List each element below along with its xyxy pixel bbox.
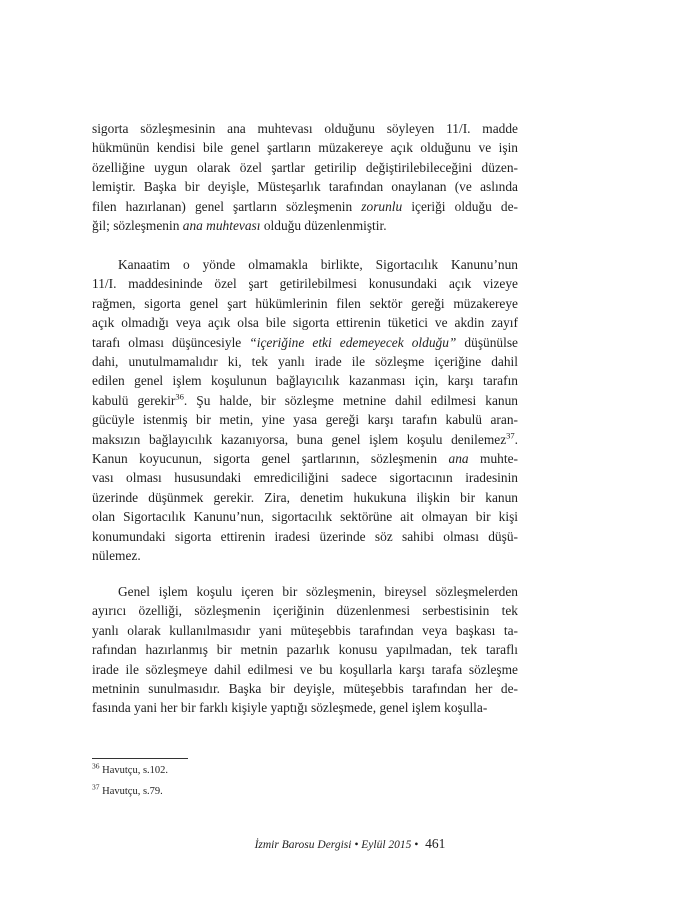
text-line: [92, 621, 518, 640]
line-text: özelliğine uygun olarak özel şartlar getirilip değiştirilebileceğini düzen-: [92, 159, 518, 175]
paragraph-3: [92, 582, 518, 718]
line-text: .: [514, 431, 518, 447]
line-text: . Şu halde, bir sözleşme metnine dahil edilmesi kanun: [183, 392, 518, 408]
line-text: rağmen, sigorta genel şart hükümlerinin filen sektör gereği müzakereye: [92, 295, 518, 311]
line-text: hükmünün kendisi bile genel şartların müzakereye açık olduğunu ve işin: [92, 140, 518, 156]
text-line: [92, 679, 518, 698]
journal-name: İzmir Barosu Dergisi • Eylül 2015 •: [254, 839, 419, 851]
line-text: rafından hazırlanmış bir metnin pazarlık konusu yapılmadan, tek taraflı: [92, 642, 518, 658]
line-text: dahi, unutulmamalıdır ki, tek yanlı irade ile sözleşme içeriğine dahil: [92, 354, 518, 370]
text-line: [92, 488, 518, 507]
footnote-37: [92, 782, 163, 798]
text-line: [92, 660, 518, 679]
footnote-36: [92, 761, 169, 777]
line-text: sigorta sözleşmesinin ana muhtevası olduğunu söyleyen 11/I. madde: [92, 121, 518, 136]
paragraph-2: [92, 255, 518, 566]
line-text: konumundaki sigorta ettirenin iradesi üzerinde söz sahibi olması düşü-: [92, 528, 518, 544]
italic-phrase: zorunlu: [361, 198, 403, 214]
line-text: vası olması hususundaki emrediciliğini sadece sigortacının iradesinin: [92, 470, 518, 486]
line-text: Kanun koyucunun, sigorta genel şartlarının, sözleşmenin: [92, 451, 449, 467]
text-line: [92, 391, 518, 410]
text-line: [92, 119, 518, 138]
footnote-text: Havutçu, s.102.: [102, 765, 169, 776]
text-line: [92, 601, 518, 620]
footnote-number: 37: [92, 782, 100, 792]
text-line: [92, 410, 518, 429]
text-line: [92, 546, 518, 565]
line-text: kabulü gerekir: [92, 392, 176, 408]
line-text: lemiştir. Başka bir deyişle, Müsteşarlık tarafından onaylanan (ve aslında: [92, 179, 518, 195]
line-text: üzerinde düşünmek gerekir. Zira, denetim hukukuna ilişkin bir kanun: [92, 489, 518, 505]
text-line: [92, 138, 518, 157]
italic-phrase: “içeriğine etki edemeyecek olduğu”: [249, 334, 457, 350]
line-text: olan Sigortacılık Kanunu’nun, sigortacılık sektörüne ait olmayan bir kişi: [92, 509, 518, 525]
line-text: yanlı olarak kullanılmasıdır yani müteşebbis tarafından veya başkası ta-: [92, 622, 518, 638]
paragraph-1: [92, 119, 518, 235]
line-text: irade ile sözleşmeye dahil edilmesi ve bu koşullarla karşı tarafa sözleşme: [92, 661, 518, 677]
footnote-number: 36: [92, 761, 100, 771]
line-text: ğil; sözleşmenin: [92, 218, 183, 234]
line-text: maksızın bağlayıcılık kazanıyorsa, buna genel işlem koşulu denilemez: [92, 431, 507, 447]
text-line: [92, 698, 518, 717]
line-text: içeriği olduğu de-: [402, 198, 519, 214]
line-text: olduğu düzenlenmiştir.: [260, 218, 387, 234]
text-line: [92, 313, 518, 332]
italic-phrase: ana: [448, 451, 469, 467]
line-text: düşünülse: [456, 334, 518, 350]
text-line: [92, 527, 518, 546]
line-text: Kanaatim o yönde olmamakla birlikte, Sigortacılık Kanunu’nun: [118, 257, 518, 272]
line-text: ayırıcı özelliği, sözleşmenin içeriğinin düzenlenmesi serbestisinin tek: [92, 603, 518, 619]
text-line: [92, 507, 518, 526]
line-text: fasında yani her bir farklı kişiyle yaptığı sözleşmede, genel işlem koşulla-: [92, 700, 488, 716]
text-line: [92, 352, 518, 371]
footnote-text: Havutçu, s.79.: [102, 786, 163, 797]
footnote-ref: 36: [175, 391, 184, 402]
line-text: muhte-: [468, 451, 518, 467]
page-footer: [0, 836, 700, 852]
text-line: [92, 333, 518, 352]
text-line: [92, 640, 518, 659]
page-number: 461: [425, 836, 446, 851]
text-line: [92, 197, 518, 216]
text-line: [92, 468, 518, 487]
line-text: açık olmadığı veya açık olsa bile sigorta ettirenin tüketici ve akdin zayıf: [92, 315, 518, 331]
footnote-ref: 37: [506, 430, 515, 441]
text-line: [92, 177, 518, 196]
text-line: [92, 274, 518, 293]
line-text: 11/I. maddesininde özel şart getirilebilmesi konusundaki açık vizeye: [92, 276, 518, 292]
text-line: [92, 216, 518, 235]
text-line: [92, 255, 518, 274]
line-text: nülemez.: [92, 548, 141, 564]
text-line: [92, 582, 518, 601]
text-line: [92, 294, 518, 313]
text-line: [92, 449, 518, 468]
text-line: [92, 371, 518, 390]
text-line: [92, 158, 518, 177]
line-text: metninin sunulmasıdır. Başka bir deyişle, müteşebbis tarafından her de-: [92, 681, 518, 697]
line-text: edilen genel işlem koşulunun bağlayıcılık kazanması için, karşı tarafın: [92, 373, 518, 389]
line-text: tarafı olması düşüncesiyle: [92, 334, 250, 350]
line-text: gücüyle istenmiş bir metin, yine yasa gereği karşı tarafın kabulü aran-: [92, 412, 518, 428]
footnote-divider: [92, 758, 188, 759]
line-text: Genel işlem koşulu içeren bir sözleşmenin, bireysel sözleşmelerden: [118, 584, 518, 599]
line-text: filen hazırlanan) genel şartların sözleşmenin: [92, 198, 362, 214]
italic-phrase: ana muhtevası: [182, 218, 261, 234]
text-line: [92, 430, 518, 449]
